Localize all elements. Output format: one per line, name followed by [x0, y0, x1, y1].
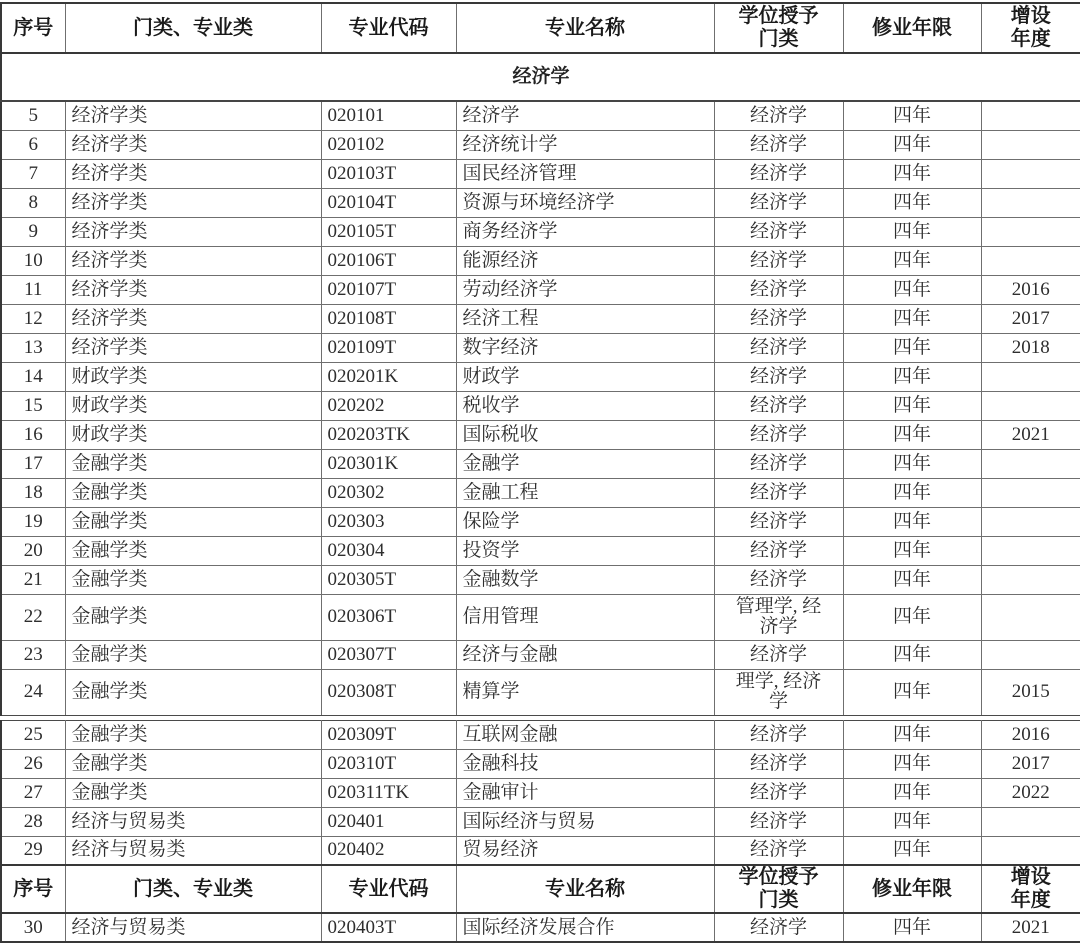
column-header-label: 专业名称	[545, 877, 625, 900]
cell-year	[981, 507, 1080, 536]
cell-year	[981, 188, 1080, 217]
cell-year	[981, 217, 1080, 246]
cell-name: 经济统计学	[456, 130, 714, 159]
column-header-year	[981, 865, 1080, 913]
cell-degree: 经济学	[714, 304, 843, 333]
cell-duration: 四年	[843, 217, 981, 246]
cell-index: 28	[1, 807, 65, 836]
cell-degree: 经济学	[714, 246, 843, 275]
cell-name: 经济工程	[456, 304, 714, 333]
cell-category: 经济学类	[65, 246, 321, 275]
cell-year	[981, 159, 1080, 188]
cell-name: 劳动经济学	[456, 275, 714, 304]
table-row	[1, 304, 1080, 333]
cell-index: 9	[1, 217, 65, 246]
table-row	[1, 130, 1080, 159]
cell-index: 21	[1, 565, 65, 594]
cell-category: 经济学类	[65, 159, 321, 188]
column-header-label: 序号	[13, 16, 54, 39]
cell-year: 2021	[981, 913, 1080, 942]
cell-name: 国际经济与贸易	[456, 807, 714, 836]
cell-code: 020304	[321, 536, 456, 565]
column-header-label: 门类	[758, 889, 799, 911]
cell-degree: 经济学	[714, 720, 843, 749]
table-row	[1, 275, 1080, 304]
cell-code: 020101	[321, 101, 456, 130]
cell-category: 经济与贸易类	[65, 836, 321, 865]
cell-code: 020402	[321, 836, 456, 865]
column-header-label: 增设	[1010, 866, 1051, 888]
cell-category: 财政学类	[65, 420, 321, 449]
cell-code: 020311TK	[321, 778, 456, 807]
cell-degree: 经济学	[714, 507, 843, 536]
cell-index: 23	[1, 640, 65, 669]
column-header-label: 年度	[1010, 28, 1051, 50]
table-row	[1, 749, 1080, 778]
cell-name: 财政学	[456, 362, 714, 391]
cell-duration: 四年	[843, 188, 981, 217]
cell-duration: 四年	[843, 640, 981, 669]
column-header-label: 门类、专业类	[133, 16, 253, 39]
cell-degree: 经济学	[714, 333, 843, 362]
column-header-label: 修业年限	[872, 16, 952, 39]
cell-name: 金融学	[456, 449, 714, 478]
column-header-index	[1, 3, 65, 53]
table-row	[1, 188, 1080, 217]
section-row	[1, 53, 1080, 101]
cell-year: 2018	[981, 333, 1080, 362]
cell-code: 020105T	[321, 217, 456, 246]
table-row	[1, 478, 1080, 507]
cell-code: 020310T	[321, 749, 456, 778]
cell-category: 金融学类	[65, 565, 321, 594]
cell-index: 17	[1, 449, 65, 478]
cell-index: 15	[1, 391, 65, 420]
cell-year: 2021	[981, 420, 1080, 449]
cell-category: 金融学类	[65, 507, 321, 536]
cell-index: 24	[1, 669, 65, 715]
cell-category: 经济学类	[65, 130, 321, 159]
cell-name: 金融审计	[456, 778, 714, 807]
cell-degree: 管理学, 经济学	[714, 594, 843, 640]
cell-year	[981, 536, 1080, 565]
cell-duration: 四年	[843, 669, 981, 715]
cell-duration: 四年	[843, 304, 981, 333]
column-header-code	[321, 865, 456, 913]
cell-name: 贸易经济	[456, 836, 714, 865]
cell-year	[981, 836, 1080, 865]
cell-duration: 四年	[843, 536, 981, 565]
cell-category: 金融学类	[65, 449, 321, 478]
cell-year: 2022	[981, 778, 1080, 807]
cell-index: 20	[1, 536, 65, 565]
column-header-year	[981, 3, 1080, 53]
cell-code: 020102	[321, 130, 456, 159]
cell-category: 经济学类	[65, 304, 321, 333]
cell-category: 经济学类	[65, 333, 321, 362]
cell-code: 020403T	[321, 913, 456, 942]
cell-name: 国际税收	[456, 420, 714, 449]
cell-year: 2017	[981, 749, 1080, 778]
cell-name: 经济与金融	[456, 640, 714, 669]
cell-code: 020309T	[321, 720, 456, 749]
cell-code: 020107T	[321, 275, 456, 304]
table-row	[1, 159, 1080, 188]
cell-category: 金融学类	[65, 669, 321, 715]
cell-duration: 四年	[843, 101, 981, 130]
cell-duration: 四年	[843, 778, 981, 807]
table-row	[1, 101, 1080, 130]
column-header-duration	[843, 865, 981, 913]
column-header-label: 学位授予	[738, 866, 819, 888]
cell-index: 26	[1, 749, 65, 778]
cell-code: 020305T	[321, 565, 456, 594]
cell-code: 020307T	[321, 640, 456, 669]
cell-degree: 经济学	[714, 449, 843, 478]
cell-category: 经济学类	[65, 217, 321, 246]
cell-index: 10	[1, 246, 65, 275]
cell-category: 金融学类	[65, 778, 321, 807]
table-row	[1, 391, 1080, 420]
cell-index: 6	[1, 130, 65, 159]
column-header-label: 专业代码	[348, 877, 429, 900]
cell-index: 19	[1, 507, 65, 536]
cell-duration: 四年	[843, 478, 981, 507]
cell-duration: 四年	[843, 391, 981, 420]
cell-index: 27	[1, 778, 65, 807]
cell-duration: 四年	[843, 159, 981, 188]
cell-duration: 四年	[843, 362, 981, 391]
cell-name: 金融科技	[456, 749, 714, 778]
cell-degree: 经济学	[714, 536, 843, 565]
column-header-name	[456, 865, 714, 913]
cell-degree: 经济学	[714, 101, 843, 130]
cell-category: 金融学类	[65, 749, 321, 778]
cell-index: 8	[1, 188, 65, 217]
column-header-label: 学位授予	[738, 5, 819, 27]
cell-category: 金融学类	[65, 478, 321, 507]
cell-category: 金融学类	[65, 594, 321, 640]
cell-name: 商务经济学	[456, 217, 714, 246]
cell-category: 金融学类	[65, 640, 321, 669]
cell-category: 经济学类	[65, 188, 321, 217]
cell-code: 020103T	[321, 159, 456, 188]
cell-index: 22	[1, 594, 65, 640]
cell-degree: 经济学	[714, 807, 843, 836]
cell-index: 7	[1, 159, 65, 188]
column-header-degree	[714, 3, 843, 53]
column-header-duration	[843, 3, 981, 53]
section-title: 经济学	[1, 53, 1080, 101]
cell-year	[981, 594, 1080, 640]
cell-category: 财政学类	[65, 362, 321, 391]
table-row	[1, 362, 1080, 391]
cell-year: 2017	[981, 304, 1080, 333]
table-row	[1, 333, 1080, 362]
cell-index: 29	[1, 836, 65, 865]
table-row	[1, 536, 1080, 565]
cell-degree: 经济学	[714, 391, 843, 420]
cell-duration: 四年	[843, 913, 981, 942]
column-header-degree	[714, 865, 843, 913]
cell-name: 投资学	[456, 536, 714, 565]
cell-duration: 四年	[843, 565, 981, 594]
cell-name: 信用管理	[456, 594, 714, 640]
cell-duration: 四年	[843, 420, 981, 449]
cell-degree: 经济学	[714, 913, 843, 942]
cell-index: 18	[1, 478, 65, 507]
cell-code: 020401	[321, 807, 456, 836]
cell-name: 金融数学	[456, 565, 714, 594]
cell-code: 020203TK	[321, 420, 456, 449]
cell-code: 020301K	[321, 449, 456, 478]
table-row	[1, 246, 1080, 275]
cell-name: 经济学	[456, 101, 714, 130]
cell-duration: 四年	[843, 720, 981, 749]
column-header-label: 专业名称	[545, 16, 625, 39]
column-header-label: 门类	[758, 28, 799, 50]
table-row	[1, 836, 1080, 865]
cell-year	[981, 246, 1080, 275]
table-row	[1, 594, 1080, 640]
cell-name: 税收学	[456, 391, 714, 420]
cell-index: 14	[1, 362, 65, 391]
cell-year	[981, 391, 1080, 420]
cell-year	[981, 130, 1080, 159]
column-header-label: 门类、专业类	[133, 877, 253, 900]
cell-degree: 经济学	[714, 275, 843, 304]
cell-duration: 四年	[843, 507, 981, 536]
cell-year: 2015	[981, 669, 1080, 715]
cell-code: 020306T	[321, 594, 456, 640]
cell-year	[981, 449, 1080, 478]
cell-index: 13	[1, 333, 65, 362]
cell-category: 经济学类	[65, 101, 321, 130]
cell-degree: 经济学	[714, 565, 843, 594]
cell-category: 经济与贸易类	[65, 807, 321, 836]
cell-name: 保险学	[456, 507, 714, 536]
cell-category: 经济与贸易类	[65, 913, 321, 942]
table-row	[1, 420, 1080, 449]
cell-category: 财政学类	[65, 391, 321, 420]
cell-duration: 四年	[843, 836, 981, 865]
cell-degree: 经济学	[714, 749, 843, 778]
table-row	[1, 807, 1080, 836]
table-row	[1, 640, 1080, 669]
cell-name: 国际经济发展合作	[456, 913, 714, 942]
cell-degree: 经济学	[714, 640, 843, 669]
cell-degree: 经济学	[714, 420, 843, 449]
table-row	[1, 449, 1080, 478]
column-header-index	[1, 865, 65, 913]
header-row	[1, 865, 1080, 913]
cell-degree: 经济学	[714, 362, 843, 391]
table-row	[1, 217, 1080, 246]
cell-name: 精算学	[456, 669, 714, 715]
cell-name: 资源与环境经济学	[456, 188, 714, 217]
table-row	[1, 669, 1080, 715]
cell-code: 020201K	[321, 362, 456, 391]
cell-code: 020308T	[321, 669, 456, 715]
cell-code: 020108T	[321, 304, 456, 333]
cell-code: 020106T	[321, 246, 456, 275]
table-row	[1, 720, 1080, 749]
cell-category: 经济学类	[65, 275, 321, 304]
cell-duration: 四年	[843, 594, 981, 640]
cell-duration: 四年	[843, 333, 981, 362]
cell-name: 金融工程	[456, 478, 714, 507]
cell-category: 金融学类	[65, 536, 321, 565]
column-header-category	[65, 3, 321, 53]
cell-duration: 四年	[843, 749, 981, 778]
majors-table	[0, 2, 1080, 943]
column-header-label: 专业代码	[348, 16, 429, 39]
cell-name: 互联网金融	[456, 720, 714, 749]
cell-index: 5	[1, 101, 65, 130]
column-header-code	[321, 3, 456, 53]
cell-duration: 四年	[843, 449, 981, 478]
cell-duration: 四年	[843, 275, 981, 304]
cell-index: 30	[1, 913, 65, 942]
cell-year	[981, 565, 1080, 594]
table-row	[1, 778, 1080, 807]
cell-year: 2016	[981, 275, 1080, 304]
cell-year	[981, 362, 1080, 391]
cell-year	[981, 101, 1080, 130]
cell-name: 国民经济管理	[456, 159, 714, 188]
cell-degree: 经济学	[714, 159, 843, 188]
cell-name: 能源经济	[456, 246, 714, 275]
cell-year	[981, 807, 1080, 836]
cell-duration: 四年	[843, 246, 981, 275]
cell-duration: 四年	[843, 807, 981, 836]
cell-degree: 理学, 经济学	[714, 669, 843, 715]
column-header-category	[65, 865, 321, 913]
header-row	[1, 3, 1080, 53]
cell-degree: 经济学	[714, 130, 843, 159]
cell-degree: 经济学	[714, 217, 843, 246]
cell-category: 金融学类	[65, 720, 321, 749]
cell-code: 020202	[321, 391, 456, 420]
cell-code: 020303	[321, 507, 456, 536]
column-header-name	[456, 3, 714, 53]
cell-name: 数字经济	[456, 333, 714, 362]
cell-degree: 经济学	[714, 836, 843, 865]
column-header-label: 增设	[1010, 5, 1051, 27]
cell-index: 12	[1, 304, 65, 333]
table-row	[1, 565, 1080, 594]
cell-code: 020302	[321, 478, 456, 507]
table-row	[1, 507, 1080, 536]
cell-index: 25	[1, 720, 65, 749]
column-header-label: 年度	[1010, 889, 1051, 911]
table-row	[1, 913, 1080, 942]
cell-code: 020104T	[321, 188, 456, 217]
cell-degree: 经济学	[714, 478, 843, 507]
cell-year: 2016	[981, 720, 1080, 749]
cell-index: 16	[1, 420, 65, 449]
cell-index: 11	[1, 275, 65, 304]
column-header-label: 序号	[13, 877, 54, 900]
cell-code: 020109T	[321, 333, 456, 362]
cell-degree: 经济学	[714, 778, 843, 807]
cell-degree: 经济学	[714, 188, 843, 217]
cell-duration: 四年	[843, 130, 981, 159]
cell-year	[981, 640, 1080, 669]
cell-year	[981, 478, 1080, 507]
column-header-label: 修业年限	[872, 877, 952, 900]
